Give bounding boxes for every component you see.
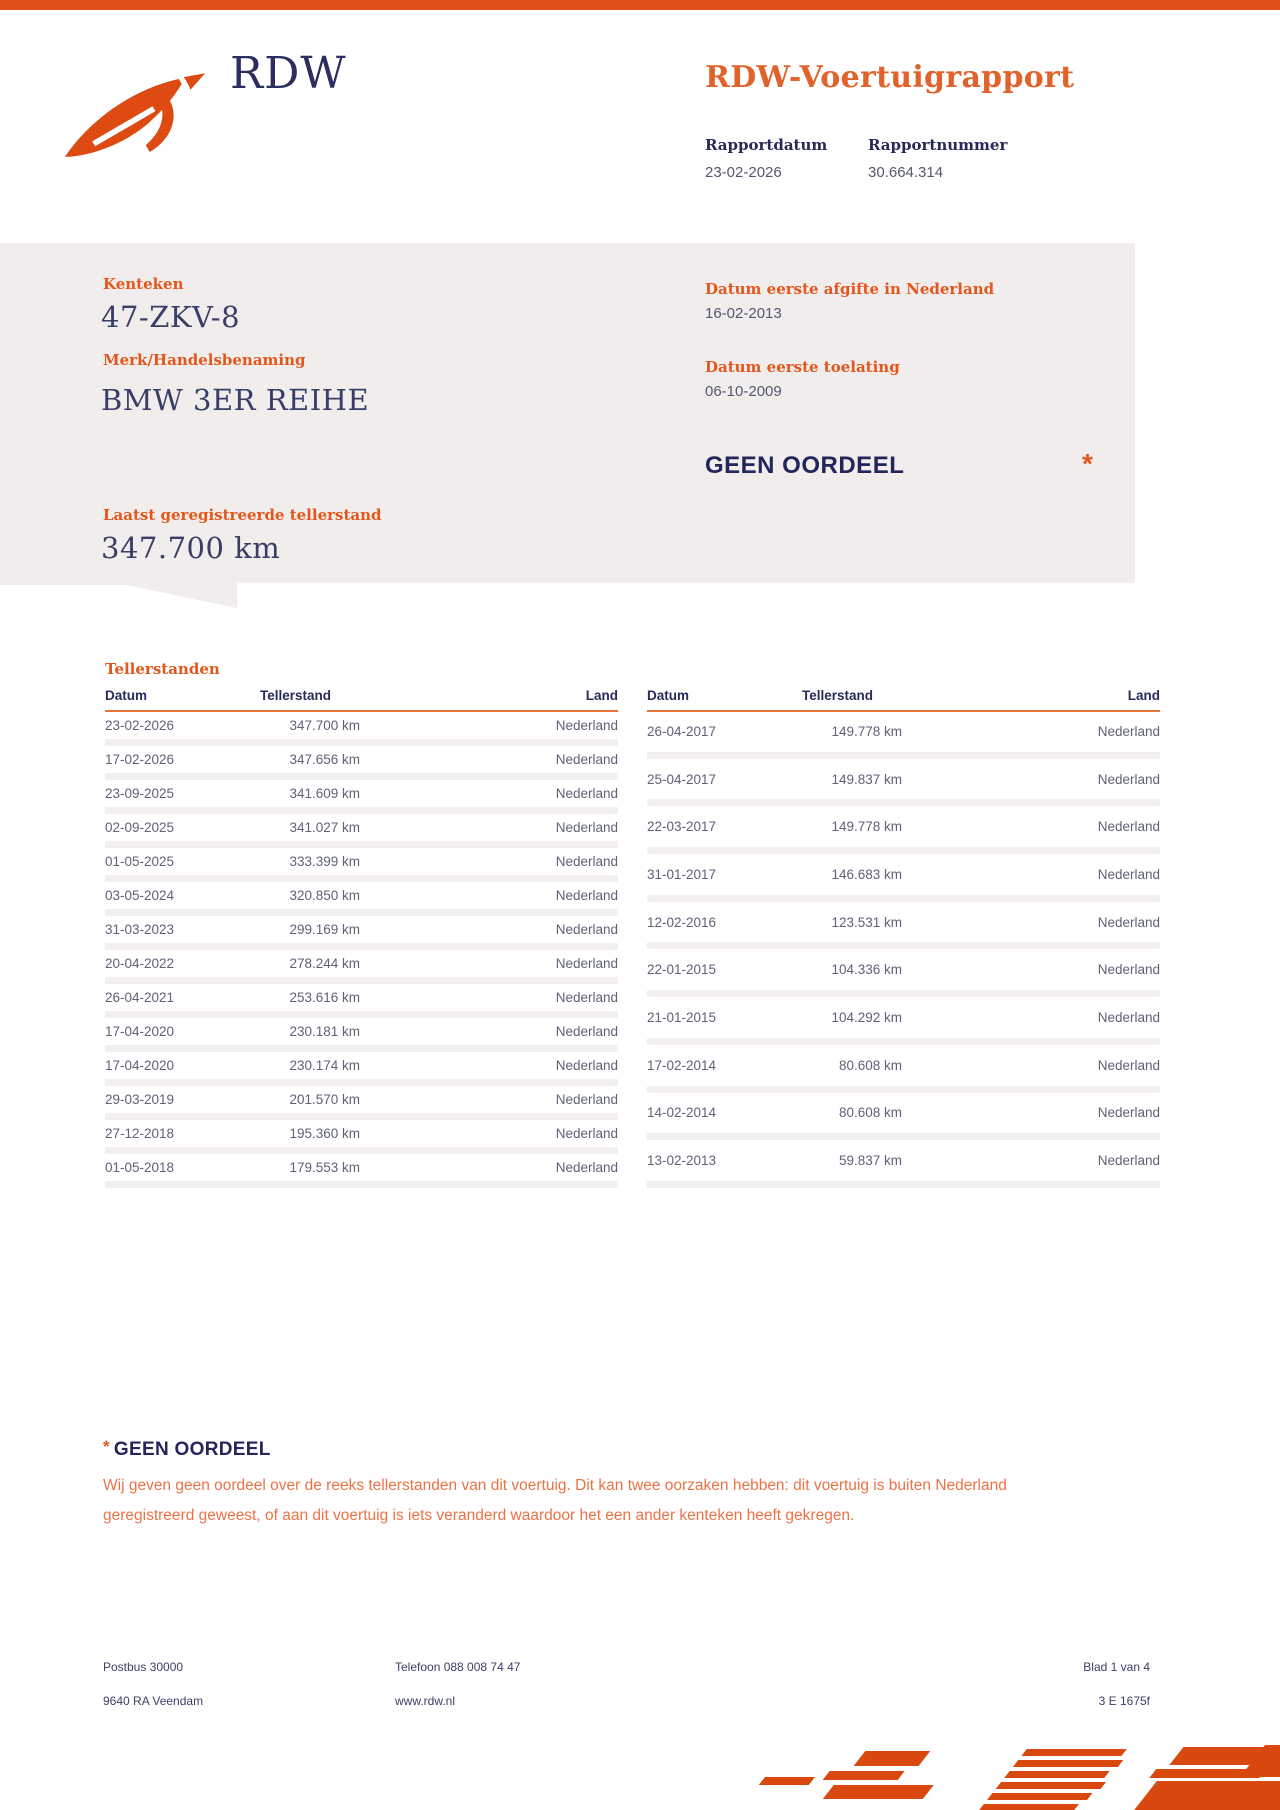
cell-tellerstand: 80.608 km — [802, 1041, 902, 1089]
cell-tellerstand: 149.778 km — [802, 711, 902, 755]
cell-land: Nederland — [902, 898, 1160, 946]
cell-datum: 22-03-2017 — [647, 803, 802, 851]
footer-address — [103, 1660, 353, 1720]
table-row — [105, 1049, 618, 1083]
cell-datum: 23-09-2025 — [105, 777, 260, 811]
cell-land: Nederland — [360, 711, 618, 743]
cell-land: Nederland — [360, 777, 618, 811]
cell-land: Nederland — [360, 1015, 618, 1049]
merk-value: BMW 3ER REIHE — [101, 383, 370, 417]
cell-land: Nederland — [360, 981, 618, 1015]
cell-datum: 17-04-2020 — [105, 1049, 260, 1083]
table-row — [647, 898, 1160, 946]
cell-tellerstand: 230.174 km — [260, 1049, 360, 1083]
cell-datum: 31-03-2023 — [105, 913, 260, 947]
cell-datum: 26-04-2021 — [105, 981, 260, 1015]
cell-datum: 02-09-2025 — [105, 811, 260, 845]
cell-land: Nederland — [902, 1137, 1160, 1185]
cell-tellerstand: 341.609 km — [260, 777, 360, 811]
tellerstanden-section-title: Tellerstanden — [105, 660, 220, 678]
toelating-label: Datum eerste toelating — [705, 358, 900, 376]
rdw-stripes-motif-icon — [730, 1745, 1280, 1810]
merk-label: Merk/Handelsbenaming — [103, 351, 306, 369]
col-header-tellerstand: Tellerstand — [260, 688, 360, 711]
col-header-land: Land — [902, 688, 1160, 711]
footnote-title-text: GEEN OORDEEL — [113, 1439, 271, 1460]
cell-datum: 14-02-2014 — [647, 1089, 802, 1137]
verdict-text: GEEN OORDEEL — [705, 452, 905, 479]
table-header-row — [647, 688, 1160, 711]
table-row — [105, 1151, 618, 1185]
report-number-label: Rapportnummer — [868, 136, 1008, 154]
footer-form-code: 3 E 1675f — [1098, 1694, 1150, 1708]
footer-website: www.rdw.nl — [395, 1694, 456, 1708]
tellerstanden-table-right — [647, 688, 1160, 1188]
footer-phone: Telefoon 088 008 74 47 — [395, 1660, 521, 1674]
cell-tellerstand: 179.553 km — [260, 1151, 360, 1185]
tellerstand-value: 347.700 km — [101, 531, 281, 565]
cell-tellerstand: 230.181 km — [260, 1015, 360, 1049]
cell-land: Nederland — [902, 755, 1160, 803]
cell-land: Nederland — [902, 1041, 1160, 1089]
cell-tellerstand: 299.169 km — [260, 913, 360, 947]
cell-tellerstand: 320.850 km — [260, 879, 360, 913]
table-row — [105, 947, 618, 981]
cell-datum: 13-02-2013 — [647, 1137, 802, 1185]
cell-tellerstand: 201.570 km — [260, 1083, 360, 1117]
cell-datum: 29-03-2019 — [105, 1083, 260, 1117]
footer-postbus: Postbus 30000 — [103, 1660, 184, 1674]
cell-tellerstand: 341.027 km — [260, 811, 360, 845]
cell-land: Nederland — [902, 803, 1160, 851]
cell-tellerstand: 333.399 km — [260, 845, 360, 879]
cell-land: Nederland — [360, 743, 618, 777]
table-row — [647, 946, 1160, 994]
tellerstand-label: Laatst geregistreerde tellerstand — [103, 506, 382, 524]
footer-page-number: Blad 1 van 4 — [1083, 1660, 1150, 1674]
table-row — [105, 981, 618, 1015]
table-row — [647, 711, 1160, 755]
tellerstanden-table-left — [105, 688, 618, 1188]
cell-land: Nederland — [360, 913, 618, 947]
cell-tellerstand: 104.292 km — [802, 994, 902, 1042]
cell-tellerstand: 149.837 km — [802, 755, 902, 803]
kenteken-value: 47-ZKV-8 — [101, 300, 241, 334]
cell-datum: 17-04-2020 — [105, 1015, 260, 1049]
cell-land: Nederland — [360, 1083, 618, 1117]
cell-tellerstand: 123.531 km — [802, 898, 902, 946]
table-row — [647, 994, 1160, 1042]
table-row — [105, 1083, 618, 1117]
cell-tellerstand: 195.360 km — [260, 1117, 360, 1151]
cell-datum: 03-05-2024 — [105, 879, 260, 913]
cell-datum: 22-01-2015 — [647, 946, 802, 994]
table-row — [647, 1089, 1160, 1137]
cell-tellerstand: 347.656 km — [260, 743, 360, 777]
cell-datum: 26-04-2017 — [647, 711, 802, 755]
cell-tellerstand: 104.336 km — [802, 946, 902, 994]
cell-datum: 23-02-2026 — [105, 711, 260, 743]
rdw-feather-logo-icon — [63, 72, 209, 162]
cell-datum: 17-02-2026 — [105, 743, 260, 777]
cell-land: Nederland — [360, 947, 618, 981]
cell-datum: 12-02-2016 — [647, 898, 802, 946]
cell-datum: 01-05-2025 — [105, 845, 260, 879]
col-header-datum: Datum — [647, 688, 802, 711]
table-row — [647, 755, 1160, 803]
cell-datum: 31-01-2017 — [647, 851, 802, 899]
cell-tellerstand: 59.837 km — [802, 1137, 902, 1185]
cell-datum: 27-12-2018 — [105, 1117, 260, 1151]
footnote-title — [103, 1437, 1078, 1461]
report-date-value: 23-02-2026 — [705, 164, 782, 181]
cell-land: Nederland — [360, 845, 618, 879]
verdict-asterisk-mark: * — [1082, 448, 1093, 479]
cell-land: Nederland — [360, 879, 618, 913]
table-row — [105, 913, 618, 947]
geen-oordeel-footnote — [103, 1437, 1078, 1531]
cell-datum: 17-02-2014 — [647, 1041, 802, 1089]
cell-land: Nederland — [902, 946, 1160, 994]
table-row — [105, 879, 618, 913]
cell-land: Nederland — [360, 1049, 618, 1083]
afgifte-value: 16-02-2013 — [705, 305, 782, 322]
cell-tellerstand: 146.683 km — [802, 851, 902, 899]
footnote-asterisk-mark: * — [103, 1437, 110, 1456]
cell-tellerstand: 347.700 km — [260, 711, 360, 743]
footer-contact — [395, 1660, 645, 1720]
col-header-tellerstand: Tellerstand — [802, 688, 902, 711]
footer-paging — [900, 1660, 1150, 1720]
table-header-row — [105, 688, 618, 711]
cell-tellerstand: 149.778 km — [802, 803, 902, 851]
table-row — [647, 1137, 1160, 1185]
toelating-value: 06-10-2009 — [705, 383, 782, 400]
rdw-logo-text: RDW — [230, 48, 347, 99]
report-title: RDW-Voertuigrapport — [705, 60, 1075, 95]
kenteken-label: Kenteken — [103, 275, 184, 293]
table-row — [105, 1117, 618, 1151]
cell-land: Nederland — [360, 1117, 618, 1151]
afgifte-label: Datum eerste afgifte in Nederland — [705, 280, 995, 298]
cell-land: Nederland — [902, 851, 1160, 899]
table-row — [647, 1041, 1160, 1089]
table-row — [105, 811, 618, 845]
cell-datum: 20-04-2022 — [105, 947, 260, 981]
cell-land: Nederland — [902, 994, 1160, 1042]
table-row — [647, 803, 1160, 851]
cell-tellerstand: 278.244 km — [260, 947, 360, 981]
table-row — [105, 845, 618, 879]
cell-land: Nederland — [360, 811, 618, 845]
cell-land: Nederland — [360, 1151, 618, 1185]
report-date-label: Rapportdatum — [705, 136, 828, 154]
cell-datum: 21-01-2015 — [647, 994, 802, 1042]
cell-datum: 01-05-2018 — [105, 1151, 260, 1185]
table-row — [647, 851, 1160, 899]
cell-land: Nederland — [902, 711, 1160, 755]
report-number-value: 30.664.314 — [868, 164, 944, 181]
cell-tellerstand: 80.608 km — [802, 1089, 902, 1137]
table-row — [105, 1015, 618, 1049]
cell-tellerstand: 253.616 km — [260, 981, 360, 1015]
cell-land: Nederland — [902, 1089, 1160, 1137]
table-row — [105, 743, 618, 777]
table-row — [105, 777, 618, 811]
col-header-land: Land — [360, 688, 618, 711]
top-accent-bar — [0, 0, 1280, 10]
footer-city: 9640 RA Veendam — [103, 1694, 204, 1708]
cell-datum: 25-04-2017 — [647, 755, 802, 803]
footnote-body: Wij geven geen oordeel over de reeks tellerstanden van dit voertuig. Dit kan twee oorzaken hebben: dit voertuig is buiten Nederland geregistreerd geweest, of aan dit voertuig is iets veranderd waardoor het een ander kenteken heeft gekregen. — [103, 1477, 1007, 1524]
odometer-tables — [105, 688, 1160, 1188]
table-row — [105, 711, 618, 743]
col-header-datum: Datum — [105, 688, 260, 711]
